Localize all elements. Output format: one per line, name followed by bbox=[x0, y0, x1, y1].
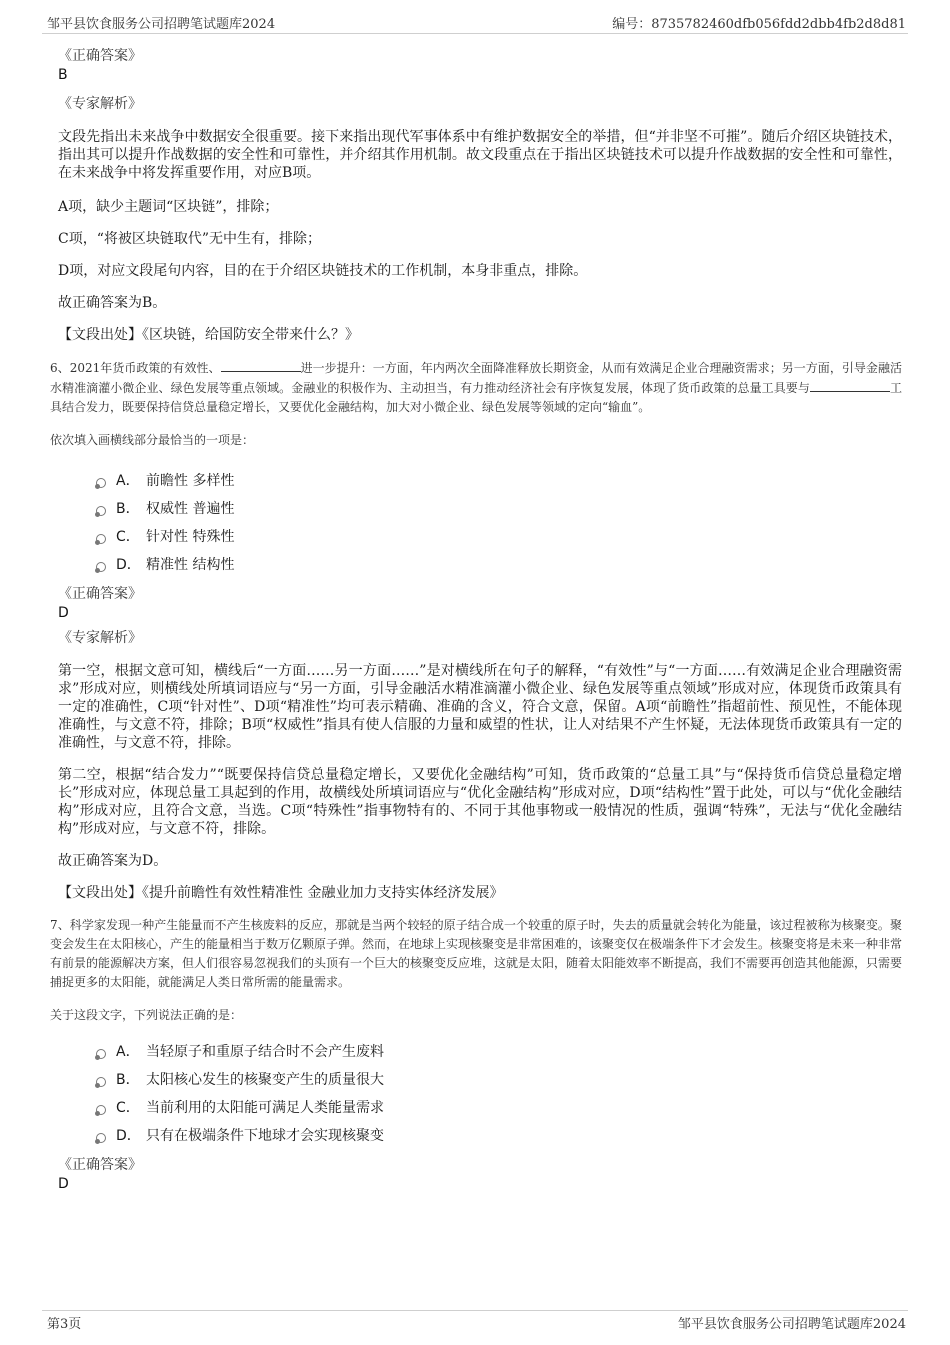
q5-conclusion: 故正确答案为B。 bbox=[58, 295, 167, 311]
q7-prompt: 关于这段文字，下列说法正确的是： bbox=[50, 1008, 243, 1022]
radio-icon[interactable] bbox=[96, 562, 106, 572]
q5-analysis-d: D项，对应文段尾句内容，目的在于介绍区块链技术的工作机制，本身非重点，排除。 bbox=[58, 263, 588, 279]
q5-source-title: 《区块链，给国防安全带来什么？》 bbox=[142, 327, 359, 343]
radio-icon[interactable] bbox=[96, 1049, 106, 1059]
header-divider bbox=[42, 33, 908, 34]
q6-answer: D bbox=[58, 605, 69, 621]
radio-icon[interactable] bbox=[96, 478, 106, 488]
option-letter: C． bbox=[116, 529, 140, 545]
page-footer bbox=[0, 1300, 950, 1345]
q6-option-c[interactable] bbox=[96, 522, 902, 550]
q7-option-b[interactable] bbox=[96, 1065, 902, 1093]
correct-answer-label: 《正确答案》 bbox=[58, 1157, 142, 1173]
q6-option-d[interactable] bbox=[96, 550, 902, 578]
q6-source-title: 《提升前瞻性有效性精准性 金融业加力支持实体经济发展》 bbox=[142, 885, 504, 901]
page-header bbox=[0, 0, 950, 34]
q5-analysis-c: C项，“将被区块链取代”无中生有，排除； bbox=[58, 231, 322, 247]
correct-answer-label: 《正确答案》 bbox=[58, 586, 142, 602]
q5-analysis-a: A项，缺少主题词“区块链”，排除； bbox=[58, 199, 279, 215]
page-content bbox=[50, 46, 902, 1193]
option-letter: C． bbox=[116, 1100, 140, 1116]
footer-title: 邹平县饮食服务公司招聘笔试题库2024 bbox=[677, 1317, 906, 1332]
q6-blank-1 bbox=[221, 358, 301, 372]
footer-divider bbox=[42, 1310, 908, 1311]
q6-source bbox=[58, 884, 902, 902]
option-letter: A． bbox=[116, 473, 140, 489]
q6-analysis-first-blank: 第一空，根据文意可知，横线后“一方面……另一方面……”是对横线所在句子的解释，“有效性”与“一方面……有效满足企业合理融资需求”形成对应，则横线处所填词语应与“另一方面，引导金融活水精准滴灌小微企业、绿色发展等重点领域”形成对应，体现货币政策具有一定的准确性，C项“针对性”、D项“精准性”均可表示精确、准确的含义，符合文意，保留。A项“前瞻性”指超前性、预见性，不能体现准确性，与文意不符，排除；B项“权威性”指具有使人信服的力量和威望的性状，让人对结果不产生怀疑，无法体现货币政策具有一定的准确性，与文意不符，排除。 bbox=[58, 663, 902, 751]
q7-answer: D bbox=[58, 1176, 69, 1192]
q6-conclusion: 故正确答案为D。 bbox=[58, 853, 168, 869]
q7-option-d[interactable] bbox=[96, 1121, 902, 1149]
option-text: 当轻原子和重原子结合时不会产生废料 bbox=[146, 1044, 384, 1060]
radio-icon[interactable] bbox=[96, 1077, 106, 1087]
q5-analysis-paragraph: 文段先指出未来战争中数据安全很重要。接下来指出现代军事体系中有维护数据安全的举措，但“并非坚不可摧”。随后介绍区块链技术，指出其可以提升作战数据的安全性和可靠性，并介绍其作用机制。故文段重点在于指出区块链技术可以提升作战数据的安全性和可靠性，在未来战争中将发挥重要作用，对应B项。 bbox=[58, 129, 902, 181]
option-text: 太阳核心发生的核聚变产生的质量很大 bbox=[146, 1072, 384, 1088]
option-letter: B． bbox=[116, 501, 140, 517]
page-number: 第3页 bbox=[47, 1317, 82, 1332]
q7-option-a[interactable] bbox=[96, 1037, 902, 1065]
header-title: 邹平县饮食服务公司招聘笔试题库2024 bbox=[47, 17, 276, 32]
radio-icon[interactable] bbox=[96, 1105, 106, 1115]
q6-options bbox=[96, 466, 902, 578]
q6-option-b[interactable] bbox=[96, 494, 902, 522]
option-letter: B． bbox=[116, 1072, 140, 1088]
q6-prompt: 依次填入画横线部分最恰当的一项是： bbox=[50, 433, 255, 447]
header-doc-id: 编号：8735782460dfb056fdd2dbb4fb2d8d81 bbox=[612, 17, 906, 32]
radio-icon[interactable] bbox=[96, 534, 106, 544]
option-letter: D． bbox=[116, 557, 141, 573]
correct-answer-label: 《正确答案》 bbox=[58, 48, 142, 64]
q7-options bbox=[96, 1037, 902, 1149]
q7-option-c[interactable] bbox=[96, 1093, 902, 1121]
source-prefix: 【文段出处】 bbox=[58, 327, 142, 343]
option-text: 精准性 结构性 bbox=[146, 557, 235, 573]
radio-icon[interactable] bbox=[96, 1133, 106, 1143]
q5-source bbox=[58, 326, 902, 344]
option-text: 权威性 普遍性 bbox=[146, 501, 235, 517]
q6-option-a[interactable] bbox=[96, 466, 902, 494]
q6-blank-2 bbox=[810, 378, 890, 392]
source-prefix: 【文段出处】 bbox=[58, 885, 142, 901]
option-text: 只有在极端条件下地球才会实现核聚变 bbox=[146, 1128, 384, 1144]
expert-analysis-label: 《专家解析》 bbox=[58, 96, 142, 112]
option-text: 当前利用的太阳能可满足人类能量需求 bbox=[146, 1100, 384, 1116]
q6-stem bbox=[50, 358, 902, 417]
option-letter: A． bbox=[116, 1044, 140, 1060]
q5-answer: B bbox=[58, 67, 68, 83]
q6-stem-part3: 工具结合发力，既要保持信贷总量稳定增长，又要优化金融结构，加大对小微企业、绿色发展等领域的定向“输血”。 bbox=[50, 381, 902, 414]
q6-analysis-second-blank: 第二空，根据“结合发力”“既要保持信贷总量稳定增长，又要优化金融结构”可知，货币政策的“总量工具”与“保持货币信贷总量稳定增长”形成对应，体现总量工具起到的作用，故横线处所填词语应与“优化金融结构”形成对应，D项“结构性”置于此处，可以与“优化金融结构”形成对应，且符合文意，当选。C项“特殊性”指事物特有的、不同于其他事物或一般情况的性质，强调“特殊”，无法与“优化金融结构”形成对应，与文意不符，排除。 bbox=[58, 767, 902, 837]
q6-stem-part1: 6、2021年货币政策的有效性、 bbox=[50, 361, 221, 375]
q6-stem-part2: 进一步提升：一方面，年内两次全面降准释放长期资金，从而有效满足企业合理融资需求；另一方面，引导金融活水精准滴灌小微企业、绿色发展等重点领域。金融业的积极作为、主动担当，有力推动经济社会有序恢复发展，体现了货币政策的总量工具要与 bbox=[50, 361, 902, 395]
option-text: 前瞻性 多样性 bbox=[146, 473, 235, 489]
radio-icon[interactable] bbox=[96, 506, 106, 516]
option-letter: D． bbox=[116, 1128, 141, 1144]
q7-stem: 7、科学家发现一种产生能量而不产生核废料的反应，那就是当两个较轻的原子结合成一个较重的原子时，失去的质量就会转化为能量，该过程被称为核聚变。聚变会发生在太阳核心，产生的能量相当于数万亿颗原子弹。然而，在地球上实现核聚变是非常困难的，该聚变仅在极端条件下才会发生。核聚变将是未来一种非常有前景的能源解决方案，但人们很容易忽视我们的头顶有一个巨大的核聚变反应堆，这就是太阳，随着太阳能效率不断提高，我们不需要再创造其他能源，只需要捕捉更多的太阳能，就能满足人类日常所需的能量需求。 bbox=[50, 918, 903, 989]
expert-analysis-label: 《专家解析》 bbox=[58, 630, 142, 646]
option-text: 针对性 特殊性 bbox=[146, 529, 235, 545]
